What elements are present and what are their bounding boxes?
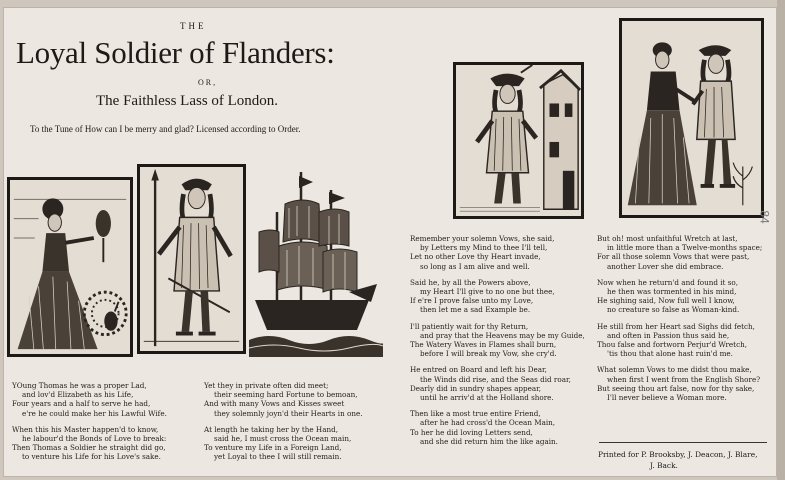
verse-line: and she did return him the like again. [420,436,558,446]
verse-line: and often in Passion thus said he, [607,330,730,340]
verse-line: What solemn Vows to me didst thou make, [597,365,752,375]
woman-with-peacock-woodcut [7,177,133,357]
verse-line: And with many Vows and Kisses sweet [204,399,345,409]
verse-line: by Letters my Mind to thee I'll tell, [420,243,548,253]
verse-line: another Lover she did embrace. [607,261,724,271]
tune-line: To the Tune of How can I be merry and glad? Licensed according to Order. [30,124,301,134]
verse-line: But oh! most unfaithful Wretch at last, [597,234,738,243]
verse-column-3 [410,234,585,446]
verse-line: then let me a sad Example be. [420,305,531,315]
lady-and-gentleman-woodcut [619,18,764,218]
verse-line: yet Loyal to thee I will still remain. [214,452,342,462]
verse-line: Remember your solemn Vows, she said, [410,234,555,243]
verse-line: Four years and a half to serve he had, [12,399,151,409]
verse-column-4 [597,234,762,402]
verse-line: so long as I am alive and well. [420,261,530,271]
verse-line: no creature so false as Woman-kind. [607,305,740,315]
verse-line: At length he taking her by the Hand, [204,424,339,434]
verse-line: to venture his Life for his Love's sake. [22,452,161,462]
verse-line: He entred on Board and left his Dear, [410,365,547,375]
sailing-ship-woodcut [249,172,383,357]
verse-line: When this his Master happen'd to know, [12,424,159,434]
verse-line: 'tis thou that alone hast ruin'd me. [607,349,733,359]
verse-line: their seeming hard Fortune to bemoan, [214,390,358,400]
verse-line: For all those solemn Vows that were past, [597,252,750,262]
verse-line: YOung Thomas he was a proper Lad, [12,381,147,390]
verse-line: he then was tormented in his mind, [607,287,737,297]
ballad-subtitle: The Faithless Lass of London. [96,93,279,109]
printer-imprint: Printed for P. Brooksby, J. Deacon, J. Blare, [598,450,758,459]
verse-line: Thou false and fortworn Perjur'd Wretch, [597,340,748,350]
header-or: OR, [198,78,218,87]
verse-line: Yet they in private often did meet; [204,381,329,390]
verse-column-1 [12,381,167,462]
verse-line: The Watery Waves in Flames shall burn, [410,340,557,350]
ballad-title: Loyal Soldier of Flanders: [16,35,335,70]
verse-line: He still from her Heart sad Sighs did fetch, [597,321,755,331]
verse-line: my Heart I'll give to no one but thee, [420,287,555,297]
verse-line: He sighing said, Now full well I know, [597,296,735,306]
verse-line: the Winds did rise, and the Seas did roar, [420,374,571,384]
verse-line: before I will break my Vow, she cry'd. [420,349,557,359]
verse-line: Let no other Love thy Heart invade, [410,252,541,262]
verse-line: e're he could make her his Lawful Wife. [22,408,167,418]
verse-line: If e're I prove false unto my Love, [410,296,534,306]
verse-column-2 [204,381,362,462]
verse-line: in little more than a Twelve-months space; [607,243,763,253]
scanner-edge [777,0,785,480]
verse-line: he labour'd the Bonds of Love to break: [22,434,167,444]
verse-line: But seeing thou art false, now for thy sake, [597,383,755,393]
verse-line: I'll patiently wait for thy Return, [410,321,529,331]
gentleman-and-house-woodcut [453,62,584,219]
soldier-with-pike-woodcut [137,164,246,354]
verse-line: Then Thomas a Soldier he straight did go, [12,443,166,453]
verse-line: Dearly did in sundry shapes appear, [410,383,542,393]
verse-line: To her he did loving Letters send, [410,427,533,437]
verse-line: until he arriv'd at the Holland shore. [420,393,554,403]
verse-line: after he had cross'd the Ocean Main, [420,418,556,428]
verse-line: To venture my Life in a Foreign Land, [204,443,342,453]
printer-imprint-continued: J. Back. [650,461,678,470]
verse-line: Now when he return'd and found it so, [597,277,739,287]
verse-line: and lov'd Elizabeth as his Life, [22,390,134,400]
header-the: THE [180,21,207,31]
margin-page-number: 84 [757,210,772,224]
verse-line: Said he, by all the Powers above, [410,277,531,287]
verse-line: said he, I must cross the Ocean main, [214,434,352,444]
verse-line: they solemnly joyn'd their Hearts in one. [214,408,363,418]
imprint-rule [599,442,767,443]
verse-line: Then like a most true entire Friend, [410,409,541,419]
verse-line: I'll never believe a Woman more. [607,393,727,403]
verse-line: and pray that the Heavens may be my Guide, [420,330,585,340]
verse-line: when first I went from the English Shore? [607,374,761,384]
